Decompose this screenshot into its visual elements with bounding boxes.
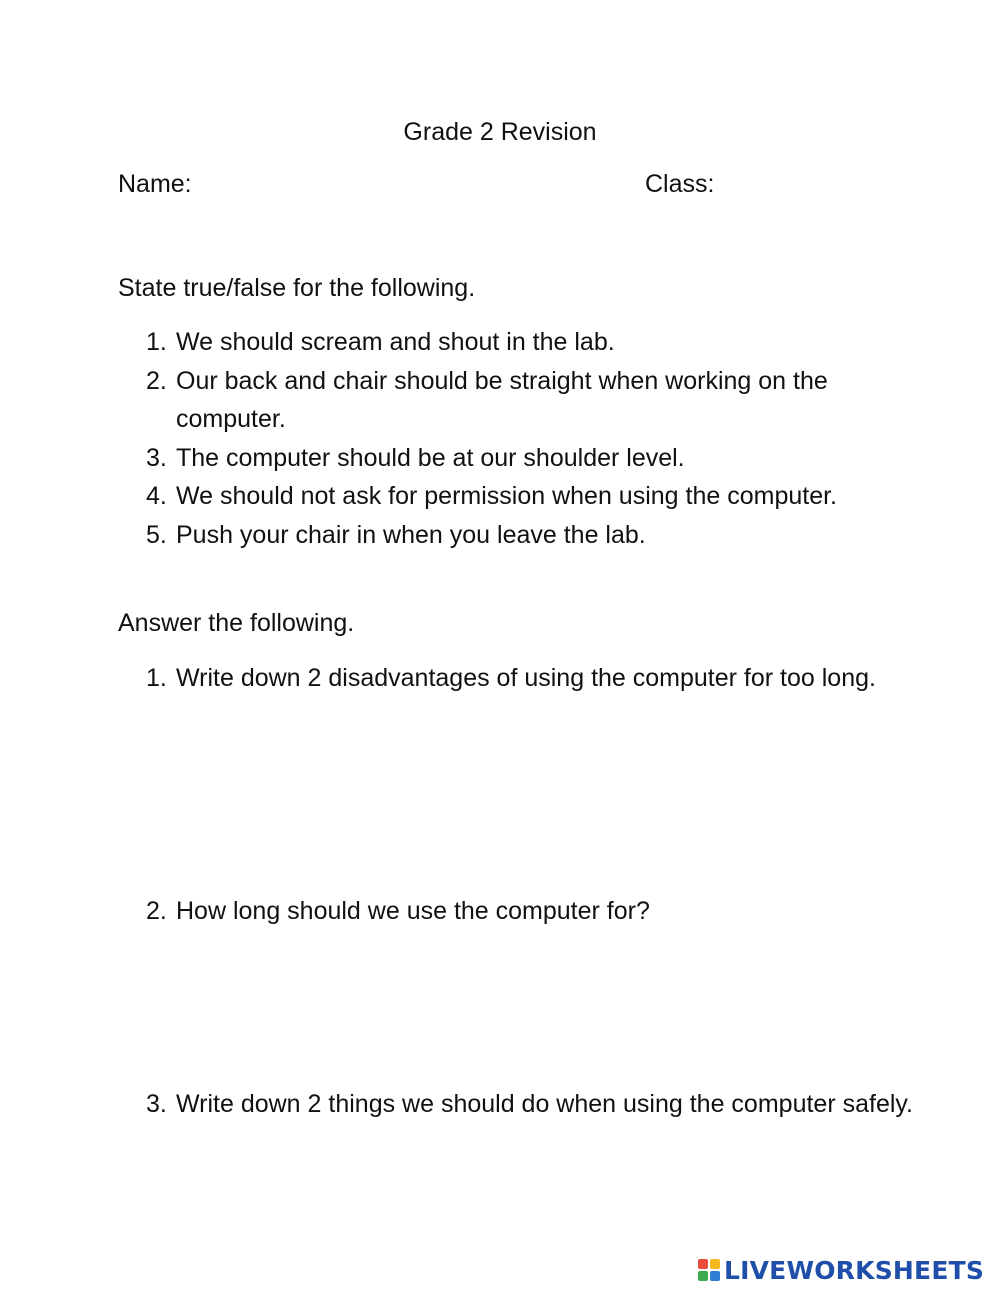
liveworksheets-logo (698, 1252, 984, 1288)
true-false-heading: State true/false for the following. (118, 274, 476, 302)
question-text: How long should we use the computer for? (176, 896, 650, 925)
question-text: Write down 2 things we should do when using the computer safely. (176, 1090, 913, 1118)
question-number: 3. (146, 1090, 167, 1118)
answer-list (118, 659, 913, 1118)
question-number: 4. (146, 482, 167, 510)
true-false-item-4 (118, 477, 898, 516)
question-text: We should not ask for permission when using the computer. (176, 482, 837, 510)
question-number: 3. (146, 443, 167, 472)
answer-item-2 (118, 892, 956, 931)
answer-item-3 (118, 1085, 956, 1124)
question-text: Push your chair in when you leave the lab. (176, 520, 646, 549)
question-number: 5. (146, 520, 167, 549)
liveworksheets-mark-icon (698, 1259, 720, 1281)
brand-name: LIVEWORKSHEETS (724, 1255, 985, 1285)
name-label: Name: (118, 170, 192, 198)
question-text: We should scream and shout in the lab. (176, 328, 615, 356)
question-text: The computer should be at our shoulder level. (176, 443, 685, 472)
question-text: Our back and chair should be straight when working on the computer. (176, 366, 828, 433)
true-false-list (118, 323, 898, 554)
true-false-item-5 (118, 516, 898, 555)
question-number: 2. (146, 896, 167, 925)
page-title: Grade 2 Revision (403, 118, 597, 146)
answer-item-1 (118, 659, 956, 698)
answer-heading: Answer the following. (118, 609, 355, 637)
true-false-item-1 (118, 323, 898, 362)
question-number: 2. (146, 366, 167, 395)
question-number: 1. (146, 664, 167, 692)
class-label: Class: (645, 170, 715, 198)
true-false-item-3 (118, 439, 898, 478)
true-false-item-2 (118, 362, 898, 439)
question-text: Write down 2 disadvantages of using the computer for too long. (176, 664, 876, 692)
question-number: 1. (146, 328, 167, 356)
